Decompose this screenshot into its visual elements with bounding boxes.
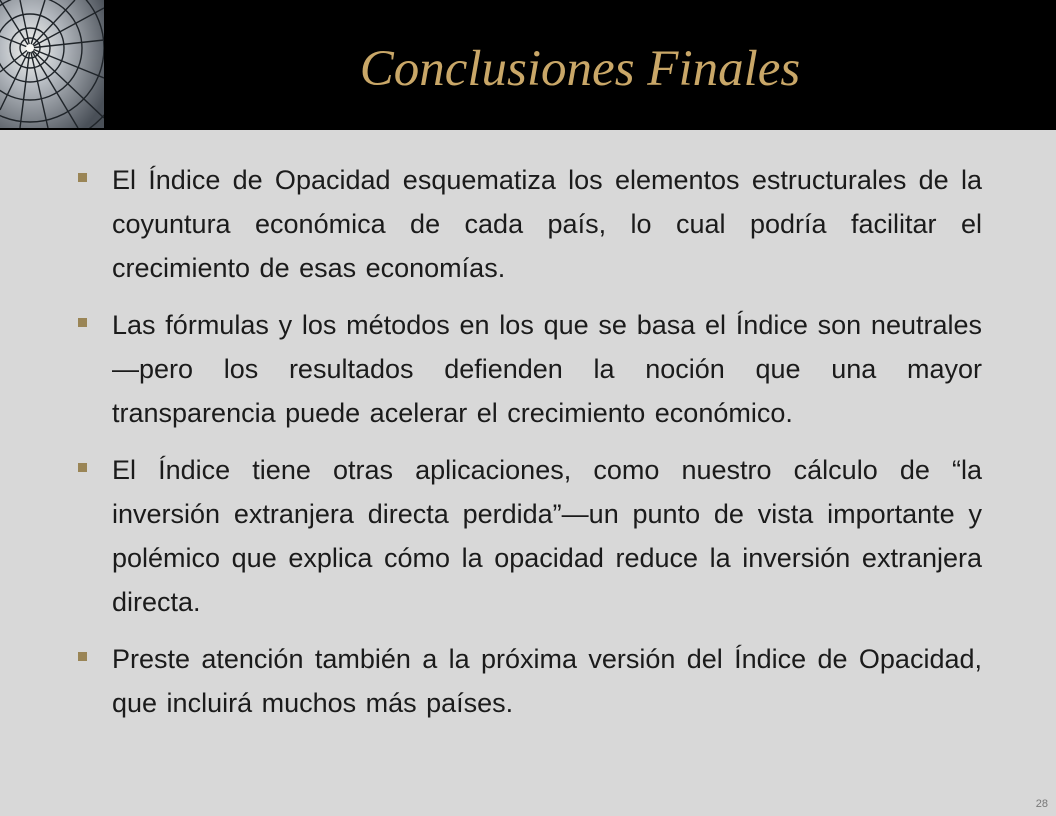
bullet-item xyxy=(74,158,982,290)
square-bullet-icon xyxy=(78,318,87,327)
bullet-item xyxy=(74,303,982,435)
building-photo-image xyxy=(0,0,104,128)
bullet-list xyxy=(74,158,982,738)
square-bullet-icon xyxy=(78,173,87,182)
square-bullet-icon xyxy=(78,463,87,472)
slide-header xyxy=(0,0,1056,130)
page-number: 28 xyxy=(1035,798,1048,810)
bullet-text: El Índice de Opacidad esquematiza los elementos estructurales de la coyuntura económica de cada país, lo cual podría facilitar el crecimiento de esas economías. xyxy=(112,165,982,283)
square-bullet-icon xyxy=(78,652,87,661)
bullet-item xyxy=(74,637,982,725)
slide-title: Conclusiones Finales xyxy=(359,41,801,97)
bullet-text: El Índice tiene otras aplicaciones, como nuestro cálculo de “la inversión extranjera directa perdida”—un punto de vista importante y polémico que explica cómo la opacidad reduce la inversión extranjera directa. xyxy=(112,455,982,617)
bullet-text: Preste atención también a la próxima versión del Índice de Opacidad, que incluirá muchos más países. xyxy=(112,644,982,718)
bullet-text: Las fórmulas y los métodos en los que se basa el Índice son neutrales—pero los resultados defienden la noción que una mayor transparencia puede acelerar el crecimiento económico. xyxy=(112,310,982,428)
bullet-item xyxy=(74,448,982,624)
